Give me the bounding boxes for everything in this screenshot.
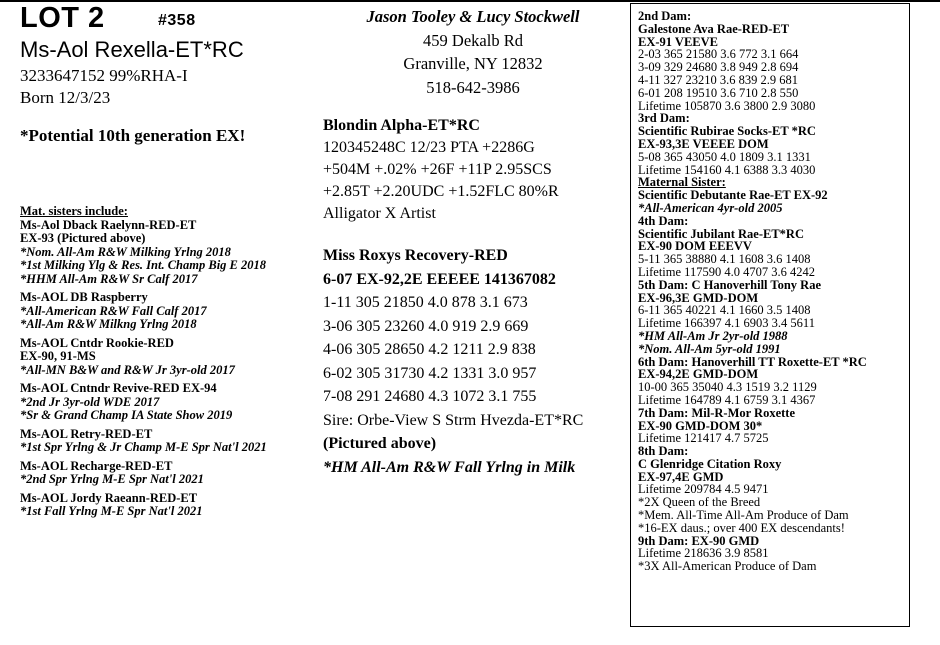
pedigree-line: 3-09 329 24680 3.8 949 2.8 694 [638,60,799,75]
sister-name: Ms-AOL Cntdr Rookie-RED [20,335,174,350]
sire-line: 120345248C 12/23 PTA +2286G [323,139,535,156]
owner-block [358,5,588,99]
pedigree-line: 3rd Dam: [638,111,690,126]
dam-record: 1-11 305 21850 4.0 878 3.1 673 [323,294,528,311]
pedigree-line: Galestone Ava Rae-RED-ET [638,21,790,36]
sister-award: *All-MN B&W and R&W Jr 3yr-old 2017 [20,362,235,377]
top-rule [0,0,940,2]
dam-record: 4-06 305 28650 4.2 1211 2.9 838 [323,341,536,358]
pedigree-line: *16-EX daus.; over 400 EX descendants! [638,520,845,535]
pedigree-line: 2nd Dam: [638,9,692,23]
pedigree-line: Maternal Sister: [638,175,726,190]
pedigree-line: Scientific Jubilant Rae-ET*RC [638,226,804,241]
pedigree-line: Lifetime 164789 4.1 6759 3.1 4367 [638,392,816,407]
sister-spacer [20,519,320,524]
pedigree-line: Scientific Debutante Rae-ET EX-92 [638,188,828,203]
sister-award: *Nom. All-Am R&W Milking Yrlng 2018 [20,244,231,259]
sister-name: Ms-AOL Jordy Raeann-RED-ET [20,490,198,505]
sister-award: *2nd Spr Yrlng M-E Spr Nat'l 2021 [20,472,204,486]
pedigree-line: Lifetime 166397 4.1 6903 3.4 5611 [638,316,815,331]
sister-award: *Sr & Grand Champ IA State Show 2019 [20,408,233,422]
dam-classification: 6-07 EX-92,2E EEEEE 141367082 [323,270,556,288]
pedigree-line: *3X All-American Produce of Dam [638,559,817,574]
animal-name: Ms-Aol Rexella-ET*RC [20,37,244,62]
pedigree-line: *Nom. All-Am 5yr-old 1991 [638,341,781,356]
sire-block [323,115,559,225]
dam-record: 6-02 305 31730 4.2 1331 3.0 957 [323,364,537,382]
sister-name: Ms-Aol Dback Raelynn-RED-ET [20,217,197,232]
pedigree-line: 5-08 365 43050 4.0 1809 3.1 1331 [638,149,811,164]
catalog-number: #358 [158,12,196,29]
pedigree-line: 2-03 365 21580 3.6 772 3.1 664 [638,47,799,62]
sister-name: Ms-AOL Cntndr Revive-RED EX-94 [20,381,217,395]
owner-address: 459 Dekalb Rd [423,30,523,50]
sister-award: *All-Am R&W Milkng Yrlng 2018 [20,317,197,331]
sire-line: +2.85T +2.20UDC +1.52FLC 80%R [323,183,559,200]
sister-award: *All-American R&W Fall Calf 2017 [20,303,207,318]
pedigree-line: Lifetime 209784 4.5 9471 [638,482,769,497]
sister-award: *1st Fall Yrlng M-E Spr Nat'l 2021 [20,504,203,518]
sister-name: Ms-AOL Retry-RED-ET [20,426,153,441]
pedigree-line: 6th Dam: Hanoverhill TT Roxette-ET *RC [638,354,867,369]
pedigree-line: 4-11 327 23210 3.6 839 2.9 681 [638,72,798,87]
maternal-sisters-list [20,205,320,524]
pedigree-line: EX-96,3E GMD-DOM [638,290,759,305]
owner-phone: 518-642-3986 [426,77,520,97]
registration-line: 3233647152 99%RHA-I [20,66,188,85]
pedigree-line: Lifetime 218636 3.9 8581 [638,546,769,561]
pedigree-line: EX-90 GMD-DOM 30* [638,418,763,433]
pedigree-line: *All-American 4yr-old 2005 [638,200,783,215]
pedigree-line: EX-91 VEEVE [638,34,718,49]
dam-sire-line: Sire: Orbe-View S Strm Hvezda-ET*RC [323,411,584,429]
dam-record: 3-06 305 23260 4.0 919 2.9 669 [323,317,529,335]
dam-award: *HM All-Am R&W Fall Yrlng in Milk [323,458,576,476]
pedigree-line: Lifetime 154160 4.1 6388 3.3 4030 [638,162,816,177]
sister-classification: EX-90, 91-MS [20,349,96,363]
sister-name: Ms-AOL Recharge-RED-ET [20,458,173,473]
sister-name: Ms-AOL DB Raspberry [20,290,148,304]
sister-classification: EX-93 (Pictured above) [20,231,146,245]
sire-line: +504M +.02% +26F +11P 2.95SCS [323,161,552,178]
pedigree-line: Scientific Rubirae Socks-ET *RC [638,124,816,139]
pedigree-line: 9th Dam: EX-90 GMD [638,533,760,548]
owner-name: Jason Tooley & Lucy Stockwell [366,7,580,26]
pedigree-line: EX-97,4E GMD [638,469,724,484]
pedigree-line: 10-00 365 35040 4.3 1519 3.2 1129 [638,380,817,395]
birth-date: Born 12/3/23 [20,88,111,107]
sisters-header: Mat. sisters include: [20,204,128,218]
dam-block [323,244,583,479]
pedigree-line: EX-93,3E VEEEE DOM [638,136,769,151]
pedigree-line: 4th Dam: [638,213,689,228]
pedigree-line: 5th Dam: C Hanoverhill Tony Rae [638,277,822,292]
sister-award: *2nd Jr 3yr-old WDE 2017 [20,394,160,409]
pedigree-line: *2X Queen of the Breed [638,495,761,510]
pedigree-line: 5-11 365 38880 4.1 1608 3.6 1408 [638,252,811,267]
pedigree-line: *Mem. All-Time All-Am Produce of Dam [638,508,849,523]
pedigree-line: Lifetime 121417 4.7 5725 [638,431,769,446]
dam-name: Miss Roxys Recovery-RED [323,247,508,264]
sister-award: *HHM All-Am R&W Sr Calf 2017 [20,271,198,286]
potential-note: *Potential 10th generation EX! [20,126,246,145]
pedigree-line: Lifetime 117590 4.0 4707 3.6 4242 [638,264,815,279]
pedigree-line: 7th Dam: Mil-R-Mor Roxette [638,405,796,420]
pedigree-line: 6-01 208 19510 3.6 710 2.8 550 [638,85,799,100]
pedigree-line: 8th Dam: [638,444,689,459]
sire-line: Alligator X Artist [323,205,436,222]
pictured-note: (Pictured above) [323,435,437,452]
dam-record: 7-08 291 24680 4.3 1072 3.1 755 [323,388,537,405]
pedigree-line: *HM All-Am Jr 2yr-old 1988 [638,328,788,343]
pedigree-line: EX-90 DOM EEEVV [638,239,752,254]
pedigree-line: 6-11 365 40221 4.1 1660 3.5 1408 [638,303,811,318]
sister-award: *1st Spr Yrlng & Jr Champ M-E Spr Nat'l 2021 [20,440,267,454]
pedigree-list [638,10,906,573]
lot-label: LOT 2 [20,2,105,34]
pedigree-line: EX-94,2E GMD-DOM [638,367,759,382]
sire-name: Blondin Alpha-ET*RC [323,117,480,134]
owner-city: Granville, NY 12832 [403,54,543,73]
pedigree-line: C Glenridge Citation Roxy [638,456,782,471]
sister-award: *1st Milking Ylg & Res. Int. Champ Big E 2018 [20,258,267,272]
pedigree-line: Lifetime 105870 3.6 3800 2.9 3080 [638,98,816,113]
